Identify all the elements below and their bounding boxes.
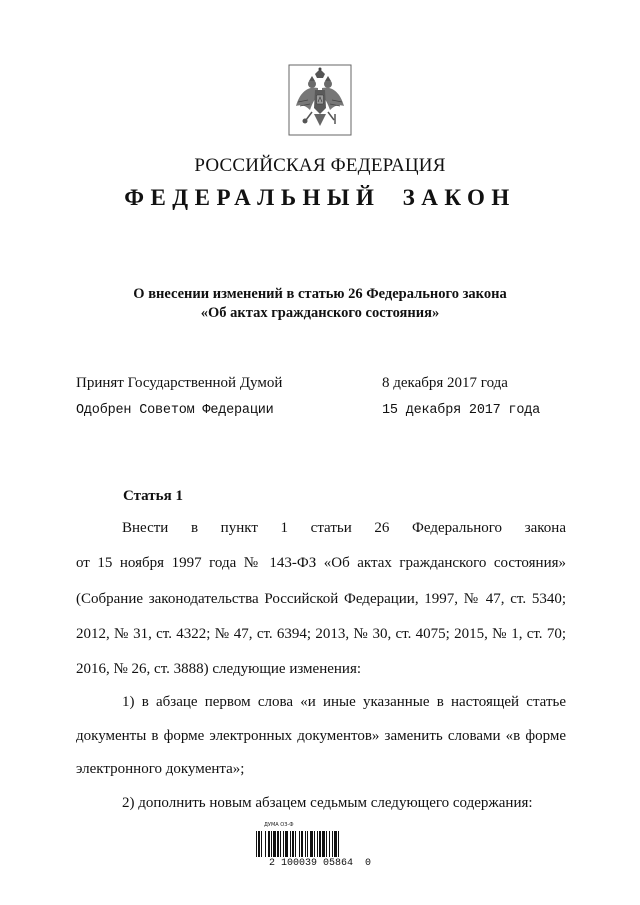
barcode-bar bbox=[314, 831, 315, 857]
barcode-bar bbox=[261, 831, 262, 857]
article-text-line: 2012, № 31, ст. 4322; № 47, ст. 6394; 2013, № 30, ст. 4075; 2015, № 1, ст. 70; bbox=[76, 626, 566, 642]
article-text-line: 2016, № 26, ст. 3888) следующие изменения: bbox=[76, 661, 362, 677]
barcode-bar bbox=[326, 831, 327, 857]
barcode-bar bbox=[334, 831, 337, 857]
article-text-line: (Собрание законодательства Российской Федерации, 1997, № 47, ст. 5340; bbox=[76, 591, 566, 607]
council-approval-label: Одобрен Советом Федерации bbox=[76, 403, 274, 418]
barcode-bar bbox=[285, 831, 288, 857]
barcode-bar bbox=[310, 831, 313, 857]
barcode-bar bbox=[292, 831, 294, 857]
barcode-number: 2 100039 05864 0 bbox=[268, 858, 372, 869]
council-approval-date: 15 декабря 2017 года bbox=[382, 403, 541, 418]
barcode-bar bbox=[332, 831, 333, 857]
barcode-bar bbox=[268, 831, 270, 857]
barcode-bar bbox=[256, 831, 257, 857]
article-text-line: от 15 ноября 1997 года № 143-ФЗ «Об актах гражданского состояния» bbox=[76, 555, 566, 571]
russian-coat-of-arms-icon bbox=[288, 64, 352, 136]
duma-adoption-label: Принят Государственной Думой bbox=[76, 375, 283, 391]
barcode-mini-text: ДУМА ОЗ-Ф bbox=[264, 822, 294, 828]
article-heading: Статья 1 bbox=[123, 488, 183, 504]
law-title-line-2: «Об актах гражданского состояния» bbox=[200, 305, 440, 321]
barcode-bar bbox=[280, 831, 281, 857]
article-text-line: 2) дополнить новым абзацем седьмым следующего содержания: bbox=[122, 795, 533, 811]
barcode-bar bbox=[273, 831, 276, 857]
article-text-line: электронного документа»; bbox=[76, 761, 245, 777]
article-text-line: 1) в абзаце первом слова «и иные указанные в настоящей статье bbox=[122, 694, 566, 710]
barcode-bar bbox=[265, 831, 266, 857]
barcode-bar bbox=[271, 831, 272, 857]
barcode-bar bbox=[338, 831, 339, 857]
law-title bbox=[0, 285, 640, 323]
barcode-bar bbox=[307, 831, 308, 857]
barcode-icon bbox=[254, 825, 386, 883]
barcode-bar bbox=[317, 831, 318, 857]
law-type-heading: ФЕДЕРАЛЬНЫЙ ЗАКОН bbox=[124, 185, 516, 210]
state-name: РОССИЙСКАЯ ФЕДЕРАЦИЯ bbox=[194, 155, 446, 176]
barcode-bar bbox=[258, 831, 260, 857]
barcode-bar bbox=[305, 831, 306, 857]
barcode-bar bbox=[329, 831, 330, 857]
barcode-bar bbox=[299, 831, 300, 857]
barcode-bar bbox=[290, 831, 291, 857]
article-text-line: Внести в пункт 1 статьи 26 Федерального закона bbox=[122, 520, 566, 536]
barcode-bar bbox=[322, 831, 325, 857]
barcode-bar bbox=[283, 831, 284, 857]
barcode-bar bbox=[301, 831, 303, 857]
barcode-bar bbox=[319, 831, 321, 857]
barcode-bar bbox=[277, 831, 279, 857]
article-text-line: документы в форме электронных документов» заменить словами «в форме bbox=[76, 728, 566, 744]
barcode-bar bbox=[295, 831, 296, 857]
law-title-line-1: О внесении изменений в статью 26 Федерального закона bbox=[133, 286, 507, 302]
duma-adoption-date: 8 декабря 2017 года bbox=[382, 375, 508, 391]
